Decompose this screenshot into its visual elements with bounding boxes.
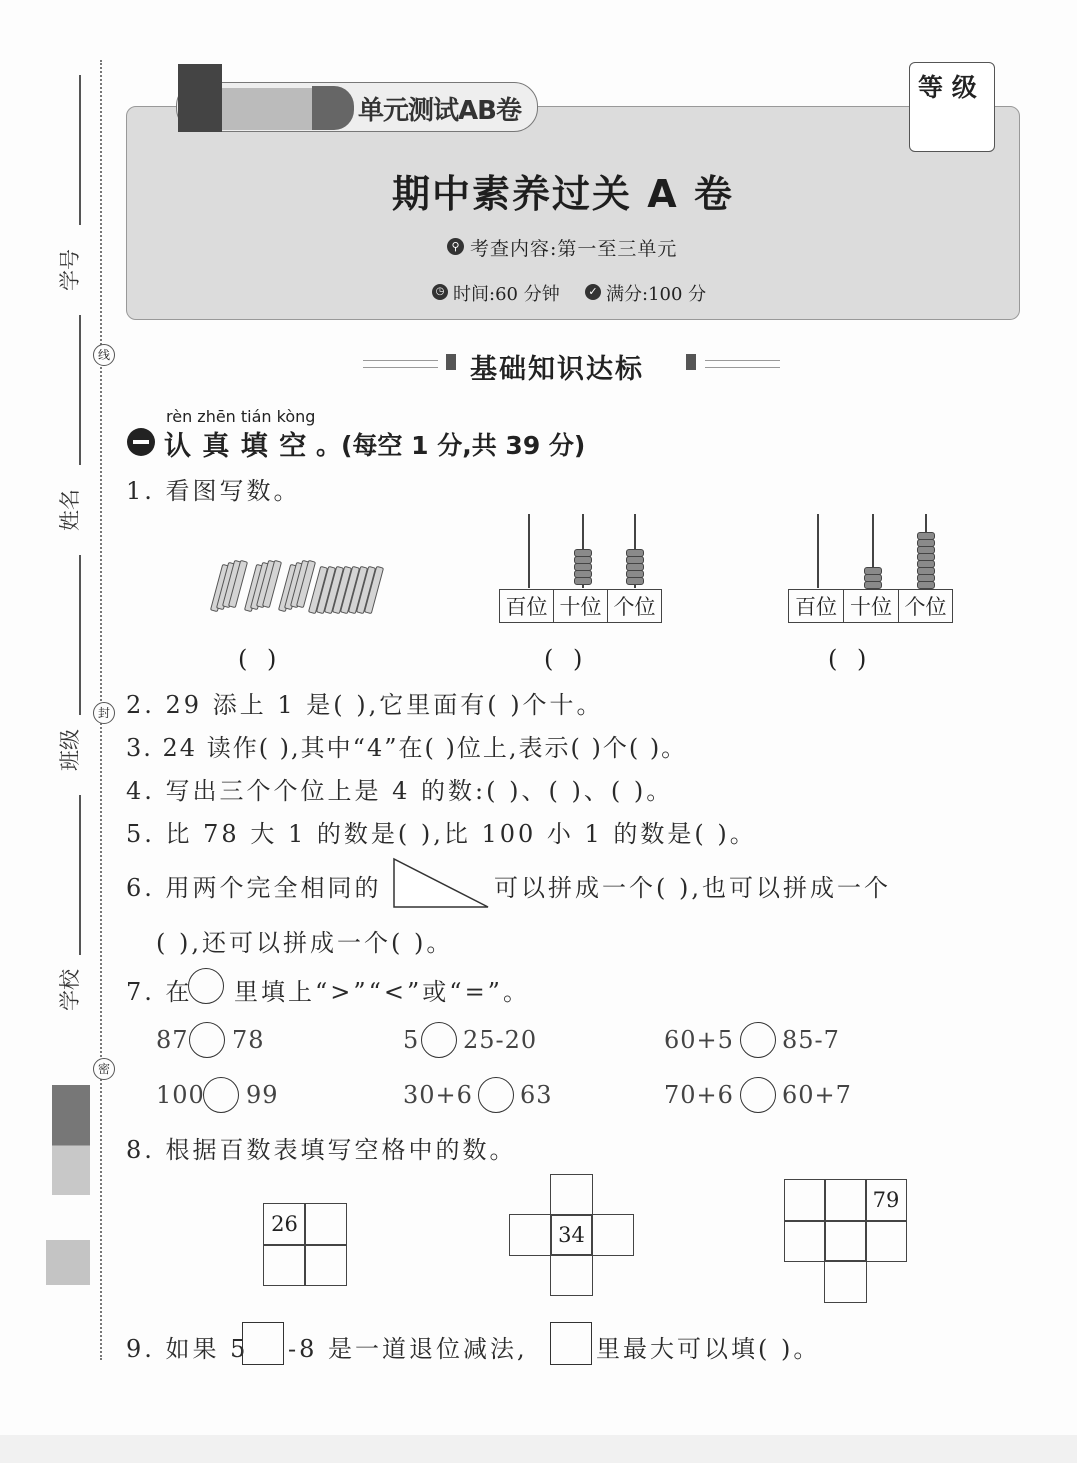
margin-tab-decoration (52, 1085, 90, 1195)
digit-box-2[interactable] (550, 1322, 592, 1365)
grid-2-cell-34: 34 (550, 1214, 593, 1256)
question-7-start: 7. 在 (126, 978, 193, 1006)
compare-5-left: 30+6 (403, 1081, 473, 1109)
compare-5-right: 63 (520, 1081, 553, 1109)
grid-3-cell[interactable] (865, 1220, 907, 1262)
cut-mark-seal: 封 (93, 702, 115, 724)
exam-score: 满分:100 分 (606, 284, 707, 305)
compare-1-left: 87 (156, 1026, 189, 1054)
series-logo-block-3 (312, 86, 354, 130)
question-7-end: 里填上“>”“<”或“=”。 (234, 978, 530, 1006)
compare-4-right: 99 (246, 1081, 279, 1109)
grid-2-cell[interactable] (550, 1254, 593, 1296)
student-no-line (79, 75, 81, 225)
grid-1-cell[interactable] (304, 1244, 347, 1286)
exam-scope: 考查内容:第一至三单元 (470, 238, 678, 260)
question-9-start: 9. 如果 5 (126, 1335, 249, 1363)
compare-3-right: 85-7 (782, 1026, 840, 1054)
abacus-1-ones: 个位 (607, 589, 662, 623)
check-icon: ✓ (585, 284, 601, 300)
answer-blank-3[interactable]: ( ) (828, 645, 873, 673)
question-8: 8. 根据百数表填写空格中的数。 (126, 1136, 517, 1164)
part1-note: 。(每空 1 分,共 39 分) (316, 431, 586, 460)
name-line (79, 315, 81, 465)
compare-2-right: 25-20 (463, 1026, 538, 1054)
compare-4-circle[interactable] (203, 1077, 239, 1113)
section-title: 基础知识达标 (470, 354, 644, 385)
compare-circle-example (188, 968, 224, 1004)
compare-1-right: 78 (232, 1026, 265, 1054)
question-5: 5. 比 78 大 1 的数是( ),比 100 小 1 的数是( )。 (126, 820, 757, 848)
grid-3-cell[interactable] (784, 1179, 826, 1222)
compare-3-circle[interactable] (740, 1022, 776, 1058)
compare-1-circle[interactable] (189, 1022, 225, 1058)
compare-2-circle[interactable] (421, 1022, 457, 1058)
class-line (79, 555, 81, 715)
grid-2-cell[interactable] (550, 1174, 593, 1216)
question-4: 4. 写出三个个位上是 4 的数:( )、( )、( )。 (126, 777, 674, 805)
part1-number (127, 428, 155, 456)
answer-blank-2[interactable]: ( ) (544, 645, 589, 673)
section-rule-right (705, 360, 780, 368)
abacus-2-ones: 个位 (898, 589, 953, 623)
compare-6-left: 70+6 (664, 1081, 734, 1109)
school-label: 学校 (58, 969, 82, 1011)
grid-3-cell[interactable] (824, 1260, 867, 1303)
grid-1-cell-26: 26 (263, 1203, 306, 1246)
name-label: 姓名 (58, 489, 82, 531)
exam-time: 时间:60 分钟 (453, 284, 560, 305)
compare-3-left: 60+5 (664, 1026, 734, 1054)
grid-3-cell[interactable] (824, 1179, 867, 1222)
series-logo-block-2 (222, 88, 312, 130)
compare-4-left: 100 (156, 1081, 205, 1109)
school-line (79, 795, 81, 955)
triangle-shape (392, 857, 490, 909)
cut-mark-sealed: 密 (93, 1058, 115, 1080)
series-logo-block (178, 64, 222, 132)
digit-box-1[interactable] (242, 1322, 284, 1365)
question-6-start: 6. 用两个完全相同的 (126, 874, 382, 902)
grid-2-cell[interactable] (509, 1214, 552, 1256)
compare-5-circle[interactable] (478, 1077, 514, 1113)
cut-mark-line: 线 (93, 344, 115, 366)
compare-2-left: 5 (403, 1026, 420, 1054)
part1-title: 认 真 填 空 (164, 431, 308, 462)
page-bottom-strip (0, 1435, 1077, 1463)
part1-pinyin: rèn zhēn tián kòng (166, 407, 316, 426)
section-rule-left (363, 360, 438, 368)
abacus-2-tens: 十位 (843, 589, 899, 623)
search-icon: ⚲ (447, 238, 464, 255)
question-2: 2. 29 添上 1 是( ),它里面有( )个十。 (126, 691, 604, 719)
stick-bundles (214, 560, 389, 620)
grid-1-cell[interactable] (263, 1244, 306, 1286)
abacus-2-hundreds: 百位 (788, 589, 844, 623)
question-6-end: ( ),还可以拼成一个( )。 (156, 929, 454, 957)
abacus-1-hundreds: 百位 (499, 589, 554, 623)
grid-3-cell[interactable] (784, 1220, 826, 1262)
clock-icon: ◷ (432, 284, 448, 300)
abacus-1-tens: 十位 (553, 589, 608, 623)
student-no-label: 学号 (58, 249, 82, 291)
answer-blank-1[interactable]: ( ) (238, 645, 283, 673)
question-6-middle: 可以拼成一个( ),也可以拼成一个 (494, 874, 891, 902)
grid-3-cell-79: 79 (865, 1179, 907, 1222)
section-bullet-right (686, 354, 696, 370)
grid-2-cell[interactable] (591, 1214, 634, 1256)
exam-title: 期中素养过关 A 卷 (392, 172, 734, 216)
grid-3-cell[interactable] (824, 1220, 867, 1262)
margin-block-decoration (46, 1240, 90, 1285)
question-9-end: 里最大可以填( )。 (596, 1335, 821, 1363)
series-title: 单元测试AB卷 (358, 96, 521, 126)
question-3: 3. 24 读作( ),其中“4”在( )位上,表示( )个( )。 (126, 734, 688, 762)
class-label: 班级 (58, 729, 82, 771)
section-bullet-left (446, 354, 456, 370)
grid-1-cell[interactable] (304, 1203, 347, 1246)
grade-label: 等 级 (918, 73, 977, 102)
compare-6-right: 60+7 (782, 1081, 852, 1109)
compare-6-circle[interactable] (740, 1077, 776, 1113)
question-1: 1. 看图写数。 (126, 477, 301, 505)
question-9-middle: -8 是一道退位减法, (288, 1335, 528, 1363)
